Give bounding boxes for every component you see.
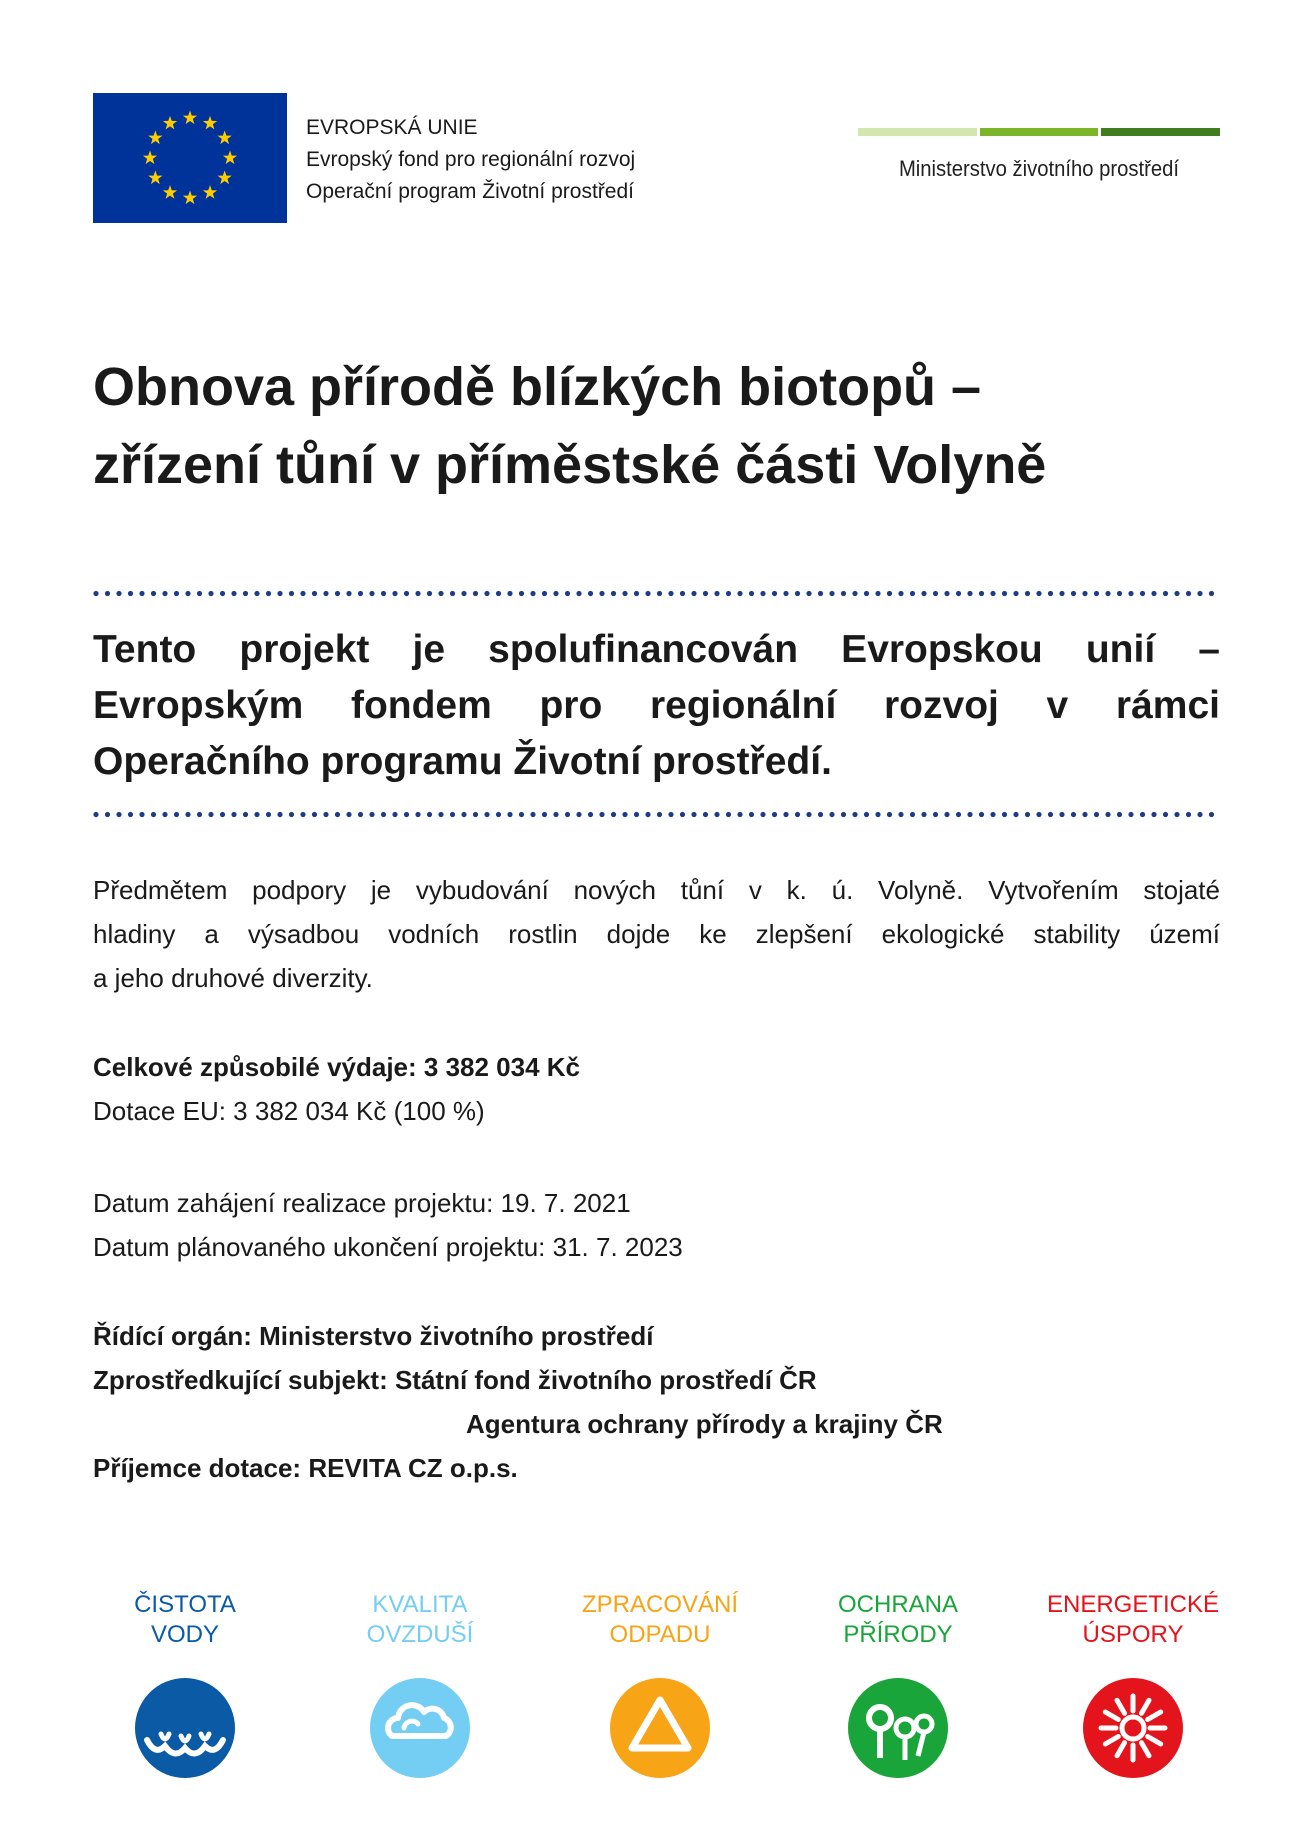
- category-label: [560, 1590, 760, 1650]
- category-label-line-1: ZPRACOVÁNÍ: [581, 1591, 739, 1618]
- managing-authority: Řídící orgán: Ministerstvo životního prostředí: [93, 1321, 654, 1351]
- ministry-logo: [858, 128, 1220, 182]
- eu-star: [203, 116, 217, 130]
- title-line-2: zřízení tůní v příměstské části Volyně: [93, 435, 1047, 495]
- category-label-line-1: ČISTOTA: [134, 1591, 236, 1618]
- eu-grant: Dotace EU: 3 382 034 Kč (100 %): [93, 1096, 485, 1126]
- description-line-1: Předmětem podpory je vybudování nových tůní v k. ú. Volyně. Vytvořením stojaté: [93, 875, 1220, 905]
- eu-flag-logo: [93, 93, 287, 223]
- category-nature: [798, 1590, 998, 1778]
- category-label-line-1: OCHRANA: [837, 1591, 958, 1618]
- eu-star: [148, 171, 162, 185]
- eu-line-1: EVROPSKÁ UNIE: [306, 116, 478, 139]
- category-label-line-1: ENERGETICKÉ: [1046, 1591, 1220, 1618]
- category-label-line-2: OVZDUŠÍ: [366, 1621, 474, 1648]
- category-water: [85, 1590, 285, 1778]
- end-date: Datum plánovaného ukončení projektu: 31. 7. 2023: [93, 1232, 683, 1262]
- category-label-line-1: KVALITA: [372, 1591, 468, 1618]
- ministry-bar-light: [858, 128, 977, 136]
- category-label-line-2: ÚSPORY: [1082, 1621, 1184, 1648]
- eu-star: [218, 171, 232, 185]
- eu-programme-text: [306, 112, 635, 208]
- cofinancing-line-2: Evropským fondem pro regionální rozvoj v rámci: [93, 684, 1220, 727]
- finance-block: [93, 1045, 580, 1133]
- cofinancing-line-3: Operačního programu Životní prostředí.: [93, 740, 832, 783]
- trees-icon: [848, 1678, 948, 1778]
- cloud-icon: [370, 1678, 470, 1778]
- category-label-line-2: PŘÍRODY: [843, 1621, 953, 1648]
- total-eligible-costs: Celkové způsobilé výdaje: 3 382 034 Kč: [93, 1052, 581, 1082]
- eu-star: [183, 191, 197, 205]
- category-label: [798, 1590, 998, 1650]
- eu-star: [148, 131, 162, 145]
- eu-star: [143, 151, 157, 165]
- description-line-2: hladiny a výsadbou vodních rostlin dojde ke zlepšení ekologické stability území: [93, 919, 1220, 949]
- ministry-color-bars: [858, 128, 1220, 136]
- intermediate-body-2: Agentura ochrany přírody a krajiny ČR: [466, 1409, 943, 1439]
- project-description: [93, 868, 1220, 1000]
- dates-block: [93, 1181, 683, 1269]
- eu-line-2: Evropský fond pro regionální rozvoj: [306, 148, 636, 171]
- grant-recipient: Příjemce dotace: REVITA CZ o.p.s.: [93, 1453, 518, 1483]
- category-label: [85, 1590, 285, 1650]
- eu-line-3: Operační program Životní prostředí: [306, 180, 634, 203]
- title-line-1: Obnova přírodě blízkých biotopů –: [93, 357, 982, 417]
- category-label: [320, 1590, 520, 1650]
- eu-star: [203, 185, 217, 199]
- dotted-separator-top: [93, 590, 1220, 597]
- start-date: Datum zahájení realizace projektu: 19. 7. 2021: [93, 1188, 631, 1218]
- sun-icon: [1083, 1678, 1183, 1778]
- bodies-block: [93, 1314, 943, 1490]
- eu-star: [218, 131, 232, 145]
- ministry-bar-dark: [1101, 128, 1220, 136]
- eu-stars-icon: [93, 93, 287, 223]
- page-title: [93, 348, 1223, 504]
- category-air: [320, 1590, 520, 1778]
- eu-star: [223, 151, 237, 165]
- eu-star: [163, 185, 177, 199]
- cofinancing-line-1: Tento projekt je spolufinancován Evropskou unií –: [93, 628, 1220, 671]
- recycle-triangle-icon: [610, 1678, 710, 1778]
- category-energy: [1033, 1590, 1233, 1778]
- category-label-line-2: ODPADU: [609, 1621, 711, 1648]
- category-label: [1033, 1590, 1233, 1650]
- intermediate-body: Zprostředkující subjekt: Státní fond životního prostředí ČR: [93, 1365, 817, 1395]
- dotted-separator-bottom: [93, 811, 1220, 818]
- category-waste: [560, 1590, 760, 1778]
- ministry-name: Ministerstvo životního prostředí: [898, 156, 1180, 181]
- eu-star: [163, 116, 177, 130]
- category-label-line-2: VODY: [150, 1621, 219, 1648]
- description-line-3: a jeho druhové diverzity.: [93, 963, 373, 993]
- water-icon: [135, 1678, 235, 1778]
- cofinancing-statement: [93, 622, 1220, 790]
- eu-star: [183, 111, 197, 125]
- ministry-bar-mid: [980, 128, 1099, 136]
